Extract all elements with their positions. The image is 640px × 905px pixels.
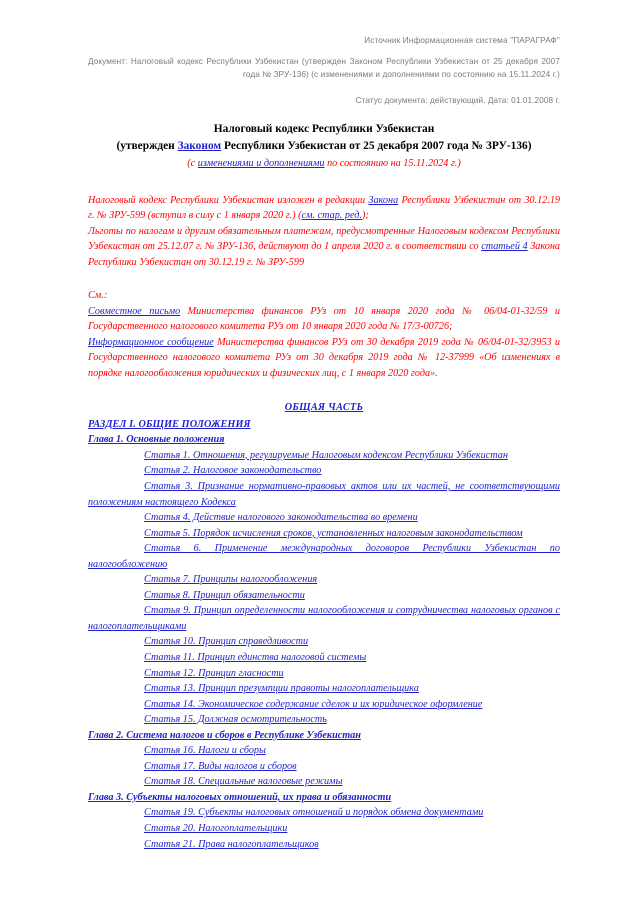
link-article-3[interactable]: Статья 3. Признание нормативно-правовых актов или их частей, не соответствующими положениям настоящего Кодекса	[88, 480, 560, 508]
link-article-8[interactable]: Статья 8. Принцип обязательности	[144, 589, 305, 601]
title-approval-suffix: Республики Узбекистан от 25 декабря 2007 года № ЗРУ-136)	[221, 139, 532, 152]
toc-article	[88, 603, 560, 634]
link-information-message[interactable]: Информационное сообщение	[88, 336, 214, 348]
see-also-item-1	[88, 304, 560, 335]
title-amendment-line	[88, 156, 560, 173]
see-also-item-2	[88, 335, 560, 382]
link-glava-3[interactable]: Глава 3. Субъекты налоговых отношений, их права и обязанности	[88, 791, 392, 803]
link-joint-letter[interactable]: Совместное письмо	[88, 305, 181, 317]
toc-article	[88, 463, 560, 479]
source-line: Источник Информационная система "ПАРАГРАФ"	[364, 36, 560, 45]
link-article-14[interactable]: Статья 14. Экономическое содержание сделок и их юридическое оформление	[144, 698, 483, 710]
link-article-9[interactable]: Статья 9. Принцип определенности налогообложения и сотрудничества налоговых органов с налогоплательщиками	[88, 605, 560, 632]
link-article-18[interactable]: Статья 18. Специальные налоговые режимы	[144, 776, 343, 788]
toc-article	[88, 805, 560, 821]
note2-text-b: Закона Республики Узбекистан от 30.12.19 г. № ЗРУ-599	[88, 241, 560, 268]
toc-article	[88, 697, 560, 713]
page-title: Налоговый кодекс Республики Узбекистан	[213, 122, 435, 135]
editorial-note-paragraph-1	[88, 193, 560, 224]
toc-article	[88, 837, 560, 853]
title-amend-prefix: (с	[187, 158, 198, 170]
toc-article	[88, 572, 560, 588]
link-article-15[interactable]: Статья 15. Должная осмотрительность	[144, 714, 327, 726]
link-article-4-toc[interactable]: Статья 4. Действие налогового законодательства во времени	[144, 512, 418, 524]
table-of-contents	[88, 400, 560, 852]
note1-text-c: );	[361, 210, 369, 222]
link-zakonom[interactable]: Законом	[177, 139, 222, 152]
title-amend-suffix: по состоянию на 15.11.2024 г.)	[324, 158, 461, 170]
toc-article	[88, 526, 560, 542]
link-glava-2[interactable]: Глава 2. Система налогов и сборов в Республике Узбекистан	[88, 729, 361, 741]
title-approval-line	[88, 138, 560, 155]
document-header	[88, 36, 560, 105]
link-article-16[interactable]: Статья 16. Налоги и сборы	[144, 745, 266, 757]
document-description-line: Документ: Налоговый кодекс Республики Узбекистан (утвержден Законом Республики Узбекистан от 25 декабря 2007 года № ЗРУ-136) (с изменениями и дополнениями по состоянию на 15.11.2024 г.)	[88, 57, 560, 80]
link-general-part[interactable]: ОБЩАЯ ЧАСТЬ	[284, 402, 364, 414]
link-article-17[interactable]: Статья 17. Виды налогов и сборов	[144, 760, 297, 772]
toc-article	[88, 712, 560, 728]
see-also-item-1-text: Министерства финансов РУз от 10 января 2020 года № 06/04-01-32/59 и Государственного налогового комитета РУз от 10 января 2020 года № 17/3-00726;	[88, 305, 560, 333]
note2-text-a: Льготы по налогам и другим обязательным платежам, предусмотренные Налоговым кодексом Республики Узбекистан от 25.12.07 г. № ЗРУ-136, действуют до 1 апреля 2020 г. в соответствии со	[88, 225, 560, 253]
toc-article	[88, 821, 560, 837]
link-zakona[interactable]: Закона	[368, 194, 399, 206]
link-article-5[interactable]: Статья 5. Порядок исчисления сроков, установленных налоговым законодательством	[144, 527, 523, 539]
toc-article	[88, 541, 560, 572]
link-article-11[interactable]: Статья 11. Принцип единства налоговой системы	[144, 651, 367, 663]
link-article-7[interactable]: Статья 7. Принципы налогообложения	[144, 574, 318, 586]
toc-section-razdel-1	[88, 417, 560, 433]
link-razdel-1[interactable]: РАЗДЕЛ I. ОБЩИЕ ПОЛОЖЕНИЯ	[88, 418, 251, 430]
title-approval-prefix: (утвержден	[116, 139, 178, 152]
link-article-21[interactable]: Статья 21. Права налогоплательщиков	[144, 838, 319, 850]
toc-heading-general-part	[88, 400, 560, 416]
toc-article	[88, 448, 560, 464]
link-article-20[interactable]: Статья 20. Налогоплательщики	[144, 823, 288, 834]
toc-article	[88, 759, 560, 775]
link-article-12[interactable]: Статья 12. Принцип гласности	[144, 667, 284, 679]
note1-text-a: Налоговый кодекс Республики Узбекистан изложен в редакции	[88, 194, 369, 206]
toc-chapter-3	[88, 790, 560, 806]
toc-article	[88, 510, 560, 526]
status-line: Статус документа: действующий. Дата: 01.01.2008 г.	[355, 95, 560, 105]
toc-article	[88, 588, 560, 604]
toc-article	[88, 681, 560, 697]
toc-chapter-1	[88, 432, 560, 448]
toc-article	[88, 479, 560, 510]
title-block	[88, 121, 560, 173]
link-article-6[interactable]: Статья 6. Применение международных договоров Республики Узбекистан по налогообложению	[88, 543, 560, 570]
link-article-4[interactable]: статьей 4	[481, 241, 528, 253]
link-amendments[interactable]: изменениями и дополнениями	[197, 158, 325, 170]
see-also-block	[88, 288, 560, 381]
link-glava-1[interactable]: Глава 1. Основные положения	[88, 434, 225, 446]
editorial-note-block-1	[88, 193, 560, 271]
toc-article	[88, 743, 560, 759]
editorial-note-paragraph-2	[88, 224, 560, 271]
toc-article	[88, 650, 560, 666]
toc-chapter-2	[88, 728, 560, 744]
link-old-edition[interactable]: см. стар. ред.	[301, 210, 362, 222]
toc-article	[88, 774, 560, 790]
toc-article	[88, 666, 560, 682]
link-article-13[interactable]: Статья 13. Принцип презумпции правоты налогоплательщика	[144, 683, 419, 695]
see-also-item-2-text: Министерства финансов РУз от 30 декабря 2019 года № 06/04-01-32/3953 и Государственного налогового комитета РУз от 30 декабря 2019 года № 12-37999 «Об изменениях в порядке налогообложения юридических и физических лиц, с 1 января 2020 года».	[88, 336, 560, 379]
see-also-label: См.:	[88, 290, 108, 302]
link-article-19[interactable]: Статья 19. Субъекты налоговых отношений и порядок обмена документами	[144, 807, 484, 819]
link-article-1[interactable]: Статья 1. Отношения, регулируемые Налоговым кодексом Республики Узбекистан	[144, 449, 508, 461]
note1-text-b: Республики Узбекистан от 30.12.19 г. № ЗРУ-599 (вступил в силу с 1 января 2020 г.) (	[88, 194, 561, 222]
link-article-10[interactable]: Статья 10. Принцип справедливости	[144, 636, 309, 648]
link-article-2[interactable]: Статья 2. Налоговое законодательство	[144, 465, 322, 477]
toc-article	[88, 634, 560, 650]
